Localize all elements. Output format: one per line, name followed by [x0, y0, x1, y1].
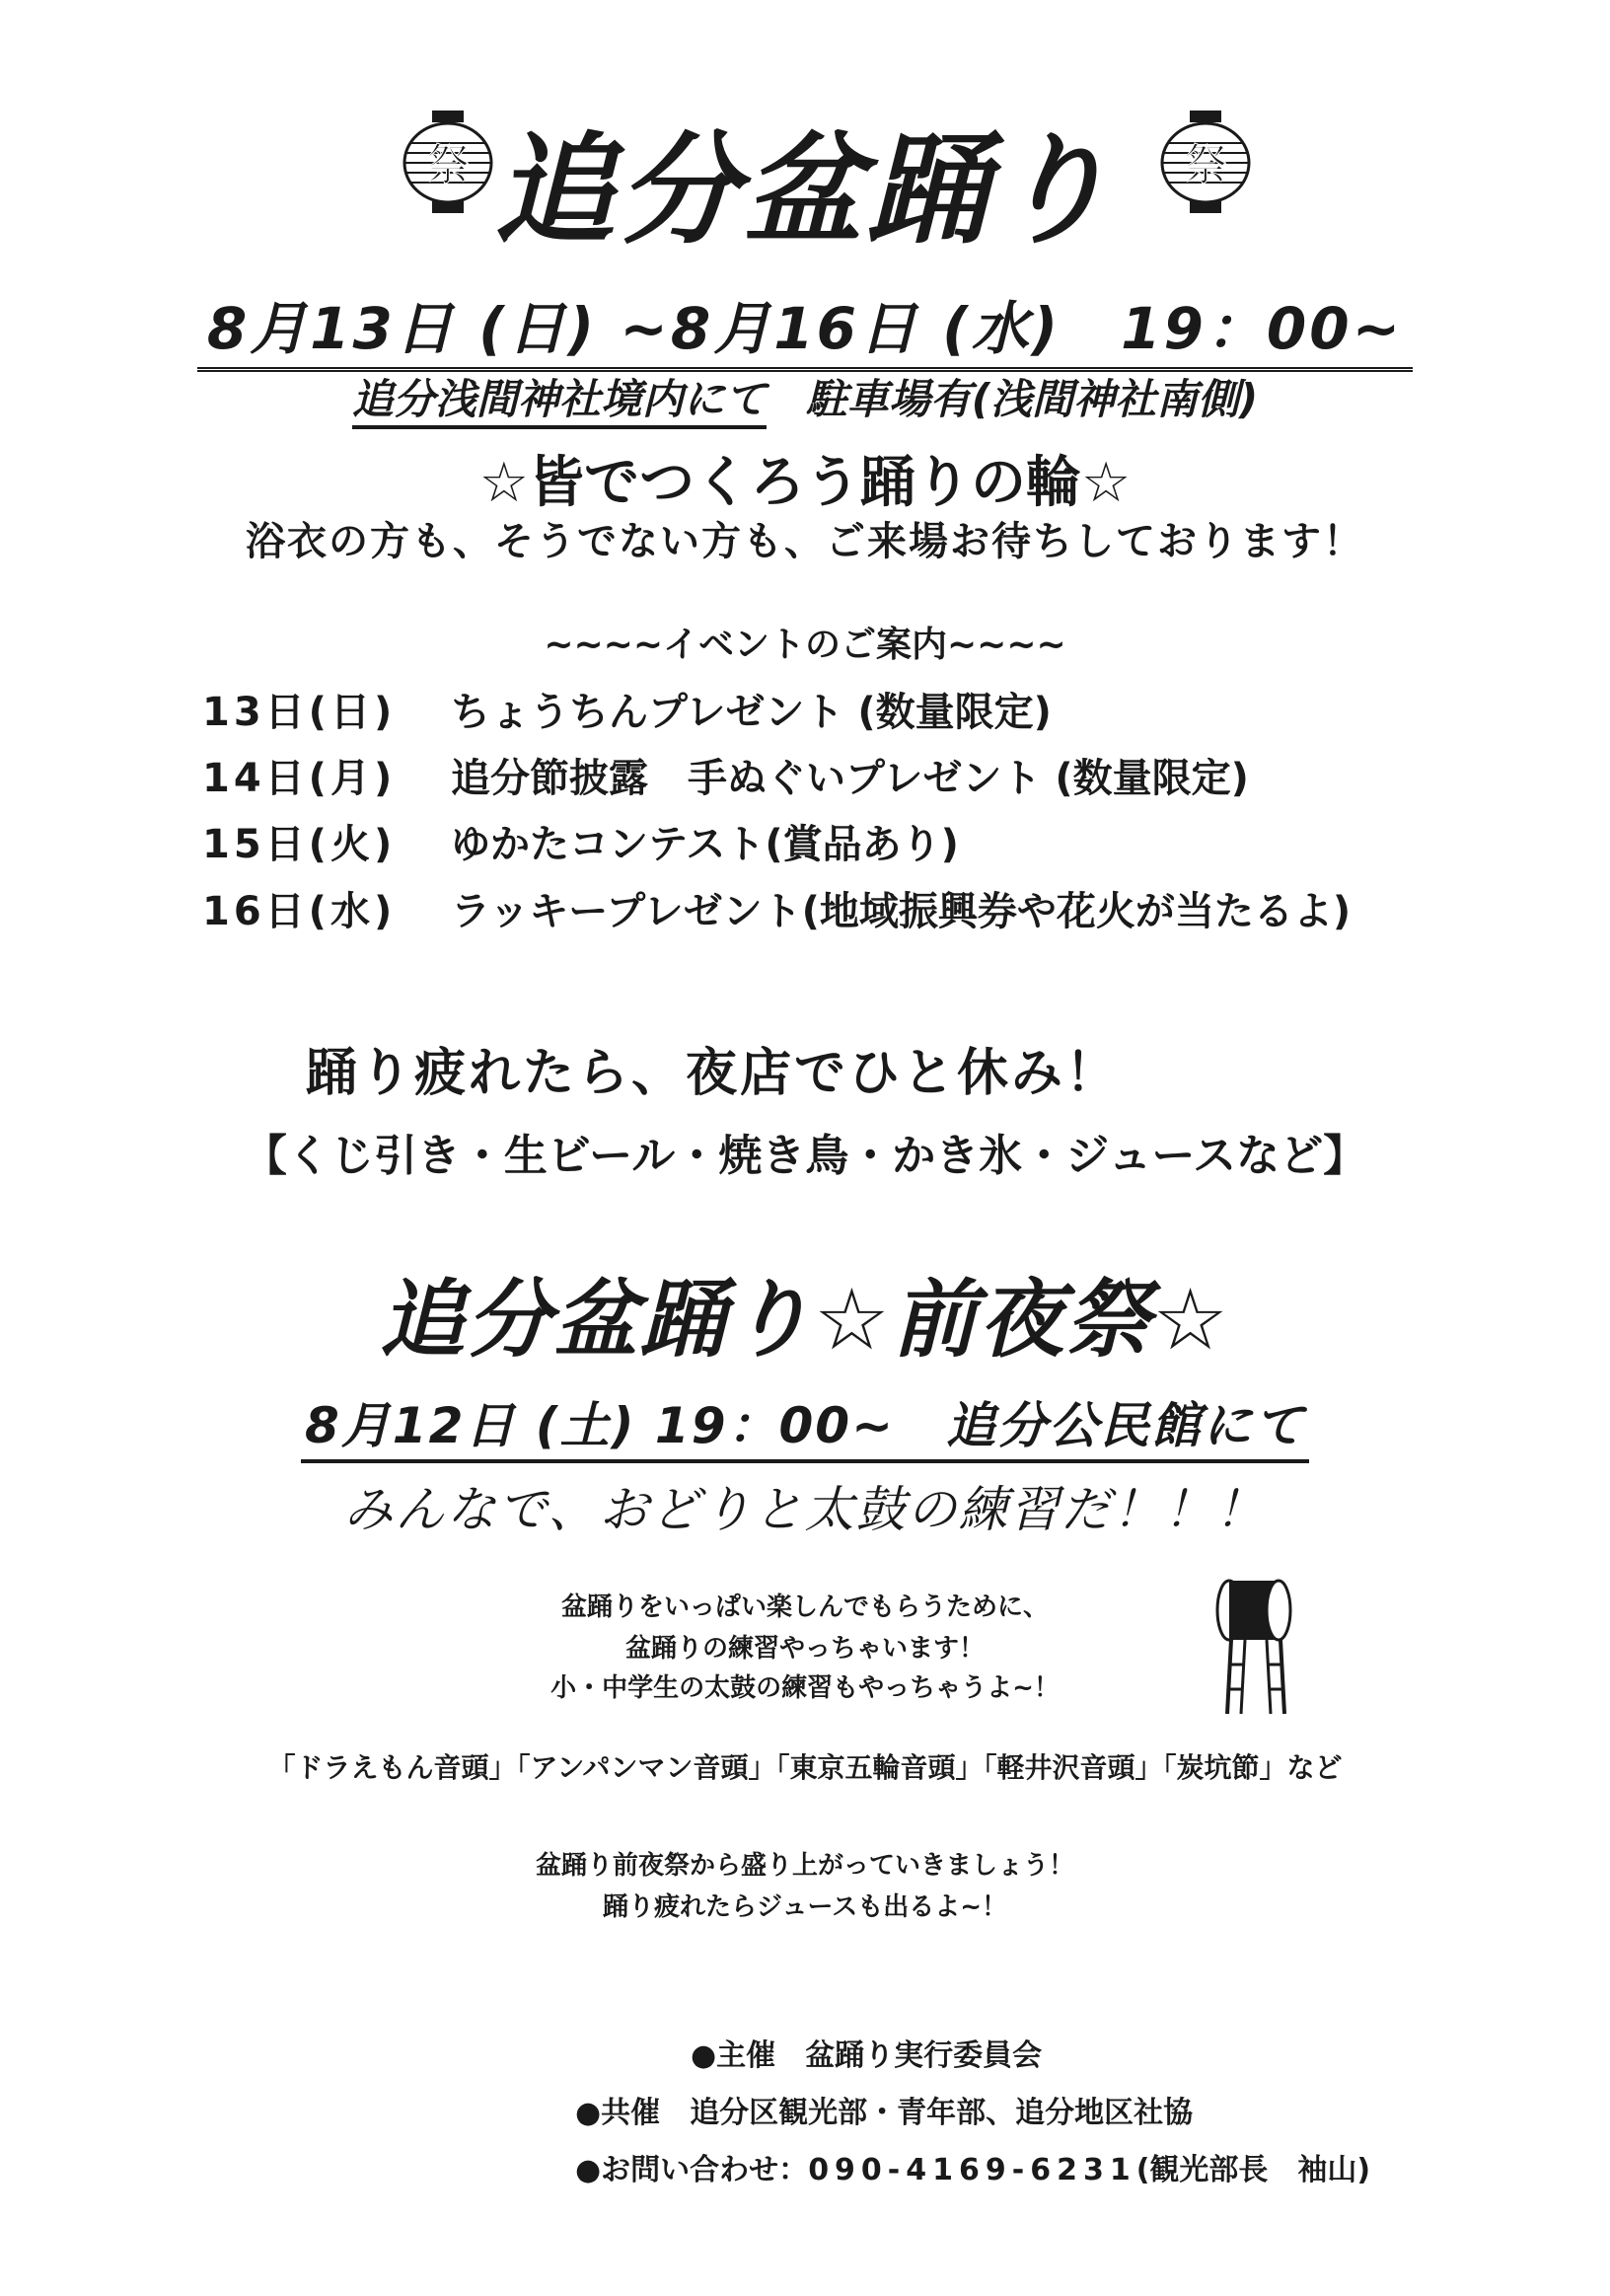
- eve-practice: みんなで、おどりと太鼓の練習だ！！！: [343, 1481, 1267, 1538]
- closing-line: 盆踊り前夜祭から盛り上がっていきましょう！: [535, 1851, 1074, 1881]
- contact-tel: 090-4169-6231: [808, 2153, 1136, 2187]
- eve-title: 追分盆踊り☆前夜祭☆: [379, 1271, 1231, 1370]
- eve-body-line: 盆踊りをいっぱい楽しんでもらうために、: [560, 1592, 1049, 1622]
- taiko-drum-icon: [1211, 1571, 1300, 1719]
- lantern-char: 祭: [1184, 140, 1227, 190]
- event-text: ゆかたコンテスト(賞品あり): [451, 822, 959, 867]
- yatai-items: 【くじ引き・生ビール・焼き鳥・かき氷・ジュースなど】: [243, 1131, 1367, 1181]
- contact-person: (観光部長 袖山): [1135, 2153, 1371, 2187]
- event-day: 16日(水): [202, 889, 397, 934]
- contact-line: [575, 2145, 1370, 2188]
- event-day: 14日(月): [202, 756, 397, 801]
- lantern-char: 祭: [426, 140, 470, 190]
- eve-body-line: 盆踊りの練習やっちゃいます！: [624, 1634, 985, 1664]
- yatai-line: 踊り疲れたら、夜店でひと休み！: [306, 1044, 1121, 1103]
- song-list: 「ドラえもん音頭」「アンパンマン音頭」「東京五輪音頭」「軽井沢音頭」「炭坑節」など: [267, 1751, 1343, 1784]
- cohost: 追分区観光部・青年部、追分地区社協: [690, 2096, 1194, 2130]
- cohost-label: ●共催: [575, 2096, 661, 2130]
- host: 盆踊り実行委員会: [805, 2038, 1043, 2073]
- venue-line: [0, 367, 1610, 426]
- main-date: [0, 282, 1610, 372]
- eve-place: 追分公民館にて: [945, 1397, 1305, 1454]
- lantern-icon: [1160, 109, 1251, 217]
- slogan: ☆皆でつくろう踊りの輪☆: [478, 451, 1132, 515]
- event-day: 13日(日): [202, 690, 397, 735]
- event-item: [202, 747, 1249, 803]
- eve-date-text: 8月12日 (土) 19：00~: [305, 1397, 895, 1454]
- eve-date-line: [0, 1386, 1610, 1463]
- contact-label: ●お問い合わせ：: [575, 2153, 809, 2187]
- cohost-line: [575, 2088, 1193, 2131]
- eve-body-line: 小・中学生の太鼓の練習もやっちゃうよ~！: [550, 1673, 1060, 1703]
- event-day: 15日(火): [202, 822, 397, 867]
- host-line: [691, 2031, 1042, 2074]
- event-item: [202, 681, 1052, 737]
- host-label: ●主催: [691, 2038, 776, 2073]
- event-item: [202, 813, 959, 869]
- event-text: ちょうちんプレゼント (数量限定): [451, 690, 1052, 735]
- main-date-text: 8月13日 (日) ~8月16日 (水) 19：00~: [197, 282, 1413, 372]
- event-item: [202, 880, 1351, 936]
- closing-line: 踊り疲れたらジュースも出るよ~！: [603, 1892, 1007, 1922]
- event-text: ラッキープレゼント(地域振興券や花火が当たるよ): [451, 889, 1352, 934]
- event-text: 追分節披露 手ぬぐいプレゼント (数量限定): [451, 756, 1249, 801]
- eve-date: [301, 1386, 1309, 1463]
- events-heading: ~~~~イベントのご案内~~~~: [544, 625, 1066, 665]
- parking-info: 駐車場有(浅間神社南側): [805, 375, 1259, 423]
- invite-text: 浴衣の方も、そうでない方も、ご来場お待ちしております！: [246, 519, 1364, 564]
- page-title: 追分盆踊り: [494, 120, 1116, 260]
- venue: 追分浅間神社境内にて: [352, 375, 767, 429]
